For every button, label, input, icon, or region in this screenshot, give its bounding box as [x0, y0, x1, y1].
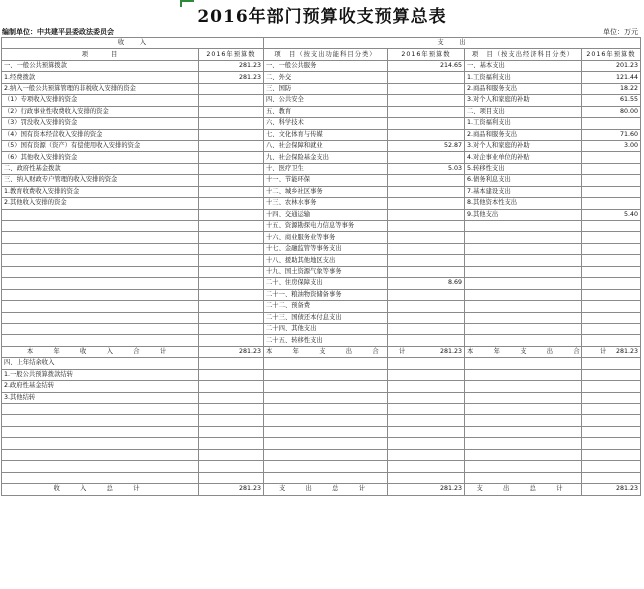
- func-item: 十七、金融监管等事务支出: [264, 243, 388, 254]
- col-header-econ-amount: 2016年预算数: [582, 49, 641, 60]
- func-amount: 52.87: [388, 140, 465, 151]
- func-item: 二十四、其他支出: [264, 323, 388, 334]
- col-header-item: 项 目: [2, 49, 199, 60]
- income-amount: [199, 198, 264, 209]
- income-item: [2, 221, 199, 232]
- income-item: [2, 301, 199, 312]
- blank-row: [2, 426, 641, 437]
- income-item: [2, 323, 199, 334]
- econ-amount: [582, 232, 641, 243]
- expense-section-header: 支 出: [264, 38, 641, 49]
- econ-amount: [582, 266, 641, 277]
- econ-item: 1.工资福利支出: [465, 118, 582, 129]
- func-item: 六、科学技术: [264, 118, 388, 129]
- income-amount: [199, 186, 264, 197]
- income-amount: [199, 255, 264, 266]
- func-item: 一、一般公共服务: [264, 60, 388, 71]
- grand-total-row: [2, 484, 641, 495]
- econ-amount: [582, 243, 641, 254]
- econ-item: 2.商品和服务支出: [465, 83, 582, 94]
- econ-item: 7.基本建设支出: [465, 186, 582, 197]
- func-item: 十二、城乡社区事务: [264, 186, 388, 197]
- econ-item: [465, 243, 582, 254]
- func-item: 二十五、转移性支出: [264, 335, 388, 346]
- econ-amount: 121.44: [582, 72, 641, 83]
- table-row: [2, 232, 641, 243]
- econ-item: [465, 232, 582, 243]
- func-amount: [388, 289, 465, 300]
- econ-amount: 201.23: [582, 60, 641, 71]
- income-amount: [199, 289, 264, 300]
- income-item: 三、纳入财政专户管理的收入安排的资金: [2, 175, 199, 186]
- column-header-row: [2, 49, 641, 60]
- econ-item: 2.商品和服务支出: [465, 129, 582, 140]
- econ-amount: 18.22: [582, 83, 641, 94]
- func-item: 七、文化体育与传媒: [264, 129, 388, 140]
- econ-item: [465, 278, 582, 289]
- econ-item: [465, 266, 582, 277]
- budget-table: [1, 37, 641, 496]
- income-item: 1.经费拨款: [2, 72, 199, 83]
- col-header-econ-item: 项 目（按支出经济科目分类）: [465, 49, 582, 60]
- econ-amount: [582, 255, 641, 266]
- econ-item: 8.其他资本性支出: [465, 198, 582, 209]
- org-unit-label: 编制单位：中共建平县委政法委员会: [2, 28, 114, 36]
- income-item: （4）国有资本经营收入安排的资金: [2, 129, 199, 140]
- income-item: 一、一般公共预算拨款: [2, 60, 199, 71]
- func-item: 二十二、预备费: [264, 301, 388, 312]
- func-amount: [388, 152, 465, 163]
- income-amount: [199, 163, 264, 174]
- func-item: 十八、援助其他地区支出: [264, 255, 388, 266]
- func-amount: [388, 186, 465, 197]
- income-item: [2, 232, 199, 243]
- table-row: [2, 243, 641, 254]
- func-grand-total-label: 支 出 总 计: [264, 484, 388, 495]
- econ-item: [465, 312, 582, 323]
- carryover-item: 2.政府性基金结转: [2, 381, 199, 392]
- econ-item: 1.工资福利支出: [465, 72, 582, 83]
- income-item: 1.教育收费收入安排的资金: [2, 186, 199, 197]
- econ-amount: 71.60: [582, 129, 641, 140]
- table-row: [2, 163, 641, 174]
- func-amount: [388, 106, 465, 117]
- table-row: [2, 221, 641, 232]
- func-amount: [388, 72, 465, 83]
- carryover-row: [2, 369, 641, 380]
- func-total-value: 281.23: [388, 346, 465, 357]
- func-item: 十五、资源勘探电力信息等事务: [264, 221, 388, 232]
- income-item: [2, 243, 199, 254]
- income-item: 2.纳入一般公共预算管理的非税收入安排的资金: [2, 83, 199, 94]
- income-item: [2, 289, 199, 300]
- income-amount: 281.23: [199, 72, 264, 83]
- func-amount: [388, 209, 465, 220]
- page-title: 2016年部门预算收支预算总表: [197, 7, 447, 27]
- econ-item: 一、基本支出: [465, 60, 582, 71]
- table-row: [2, 60, 641, 71]
- blank-row: [2, 404, 641, 415]
- income-amount: [199, 301, 264, 312]
- income-item: （6）其他收入安排的资金: [2, 152, 199, 163]
- func-amount: 5.03: [388, 163, 465, 174]
- func-amount: [388, 335, 465, 346]
- econ-amount: [582, 312, 641, 323]
- econ-amount: 80.00: [582, 106, 641, 117]
- econ-amount: 5.40: [582, 209, 641, 220]
- func-amount: [388, 255, 465, 266]
- income-total-value: 281.23: [199, 346, 264, 357]
- income-amount: [199, 140, 264, 151]
- func-item: 八、社会保障和就业: [264, 140, 388, 151]
- income-grand-total-value: 281.23: [199, 484, 264, 495]
- econ-item: [465, 255, 582, 266]
- func-item: 十四、交通运输: [264, 209, 388, 220]
- econ-amount: [582, 323, 641, 334]
- func-amount: [388, 312, 465, 323]
- econ-amount: [582, 301, 641, 312]
- income-amount: [199, 335, 264, 346]
- econ-item: [465, 335, 582, 346]
- econ-amount: [582, 175, 641, 186]
- econ-amount: [582, 335, 641, 346]
- func-amount: [388, 83, 465, 94]
- table-row: [2, 323, 641, 334]
- table-row: [2, 289, 641, 300]
- econ-item: 6.债务利息支出: [465, 175, 582, 186]
- income-item: 2.其他收入安排的资金: [2, 198, 199, 209]
- carryover-title-row: [2, 358, 641, 369]
- carryover-title: 四、上年结余收入: [2, 358, 199, 369]
- table-row: [2, 278, 641, 289]
- econ-grand-total-value: 281.23: [582, 484, 641, 495]
- func-item: 十、医疗卫生: [264, 163, 388, 174]
- section-header-row: [2, 38, 641, 49]
- income-amount: [199, 232, 264, 243]
- income-amount: [199, 118, 264, 129]
- income-amount: [199, 243, 264, 254]
- econ-amount: [582, 163, 641, 174]
- func-amount: [388, 95, 465, 106]
- econ-amount: [582, 198, 641, 209]
- table-row: [2, 152, 641, 163]
- func-item: 四、公共安全: [264, 95, 388, 106]
- econ-item: 3.对个人和家庭的补助: [465, 140, 582, 151]
- table-row: [2, 312, 641, 323]
- func-item: 九、社会保险基金支出: [264, 152, 388, 163]
- income-amount: [199, 278, 264, 289]
- table-row: [2, 255, 641, 266]
- func-amount: [388, 232, 465, 243]
- income-item: （5）国有资源（资产）有偿使用收入安排的资金: [2, 140, 199, 151]
- carryover-row: [2, 392, 641, 403]
- econ-amount: 3.00: [582, 140, 641, 151]
- econ-item: 4.对企事业单位的补贴: [465, 152, 582, 163]
- table-row: [2, 129, 641, 140]
- func-grand-total-value: 281.23: [388, 484, 465, 495]
- income-amount: [199, 152, 264, 163]
- func-amount: 214.65: [388, 60, 465, 71]
- func-item: 五、教育: [264, 106, 388, 117]
- econ-item: 9.其他支出: [465, 209, 582, 220]
- table-row: [2, 301, 641, 312]
- income-item: [2, 335, 199, 346]
- income-amount: [199, 209, 264, 220]
- econ-item: [465, 323, 582, 334]
- carryover-item: 3.其他结转: [2, 392, 199, 403]
- income-item: [2, 209, 199, 220]
- func-item: 二十、住房保障支出: [264, 278, 388, 289]
- econ-item: 二、项目支出: [465, 106, 582, 117]
- econ-total-value: 281.23: [582, 346, 641, 357]
- table-row: [2, 175, 641, 186]
- income-item: [2, 266, 199, 277]
- func-item: 十六、商业服务业等事务: [264, 232, 388, 243]
- blank-row: [2, 461, 641, 472]
- carryover-item: 1.一般公共预算拨款结转: [2, 369, 199, 380]
- func-item: 十一、节能环保: [264, 175, 388, 186]
- table-row: [2, 95, 641, 106]
- func-amount: [388, 266, 465, 277]
- table-row: [2, 118, 641, 129]
- econ-amount: 61.55: [582, 95, 641, 106]
- econ-amount: [582, 118, 641, 129]
- income-amount: [199, 106, 264, 117]
- table-row: [2, 106, 641, 117]
- col-header-func-item: 项 目（按支出功能科目分类）: [264, 49, 388, 60]
- income-amount: [199, 323, 264, 334]
- econ-amount: [582, 278, 641, 289]
- func-amount: [388, 175, 465, 186]
- func-item: 十三、农林水事务: [264, 198, 388, 209]
- income-amount: [199, 312, 264, 323]
- func-amount: [388, 323, 465, 334]
- func-amount: [388, 243, 465, 254]
- func-amount: [388, 129, 465, 140]
- table-row: [2, 198, 641, 209]
- econ-total-label: 本 年 支 出 合 计: [465, 346, 582, 357]
- table-row: [2, 186, 641, 197]
- table-row: [2, 335, 641, 346]
- func-item: 二十一、粮油物资储备事务: [264, 289, 388, 300]
- income-amount: [199, 95, 264, 106]
- econ-item: [465, 289, 582, 300]
- table-row: [2, 83, 641, 94]
- income-grand-total-label: 收 入 总 计: [2, 484, 199, 495]
- func-item: 十九、国土资源气象等事务: [264, 266, 388, 277]
- econ-item: [465, 221, 582, 232]
- econ-amount: [582, 152, 641, 163]
- income-amount: 281.23: [199, 60, 264, 71]
- income-section-header: 收 入: [2, 38, 264, 49]
- income-amount: [199, 221, 264, 232]
- income-item: [2, 255, 199, 266]
- func-amount: [388, 301, 465, 312]
- income-item: （2）行政事业性收费收入安排的资金: [2, 106, 199, 117]
- econ-amount: [582, 186, 641, 197]
- blank-row: [2, 438, 641, 449]
- table-row: [2, 209, 641, 220]
- func-amount: [388, 118, 465, 129]
- econ-item: 3.对个人和家庭的补助: [465, 95, 582, 106]
- table-row: [2, 266, 641, 277]
- econ-amount: [582, 289, 641, 300]
- income-amount: [199, 266, 264, 277]
- income-item: 二、政府性基金拨款: [2, 163, 199, 174]
- func-amount: [388, 221, 465, 232]
- func-amount: [388, 198, 465, 209]
- econ-amount: [582, 221, 641, 232]
- col-header-func-amount: 2016年预算数: [388, 49, 465, 60]
- func-item: 三、国防: [264, 83, 388, 94]
- year-total-row: [2, 346, 641, 357]
- func-amount: 8.69: [388, 278, 465, 289]
- col-header-amount: 2016年预算数: [199, 49, 264, 60]
- income-amount: [199, 83, 264, 94]
- func-item: 二十三、国债还本付息支出: [264, 312, 388, 323]
- income-amount: [199, 175, 264, 186]
- income-item: [2, 278, 199, 289]
- income-item: （3）罚没收入安排的资金: [2, 118, 199, 129]
- income-total-label: 本 年 收 入 合 计: [2, 346, 199, 357]
- table-row: [2, 140, 641, 151]
- table-row: [2, 72, 641, 83]
- econ-grand-total-label: 支 出 总 计: [465, 484, 582, 495]
- econ-item: [465, 301, 582, 312]
- func-item: 二、外交: [264, 72, 388, 83]
- currency-unit-label: 单位：万元: [603, 28, 638, 36]
- income-item: [2, 312, 199, 323]
- blank-row: [2, 472, 641, 483]
- econ-item: 5.转移性支出: [465, 163, 582, 174]
- carryover-row: [2, 381, 641, 392]
- func-total-label: 本 年 支 出 合 计: [264, 346, 388, 357]
- blank-row: [2, 449, 641, 460]
- income-item: （1）专项收入安排的资金: [2, 95, 199, 106]
- income-amount: [199, 129, 264, 140]
- blank-row: [2, 415, 641, 426]
